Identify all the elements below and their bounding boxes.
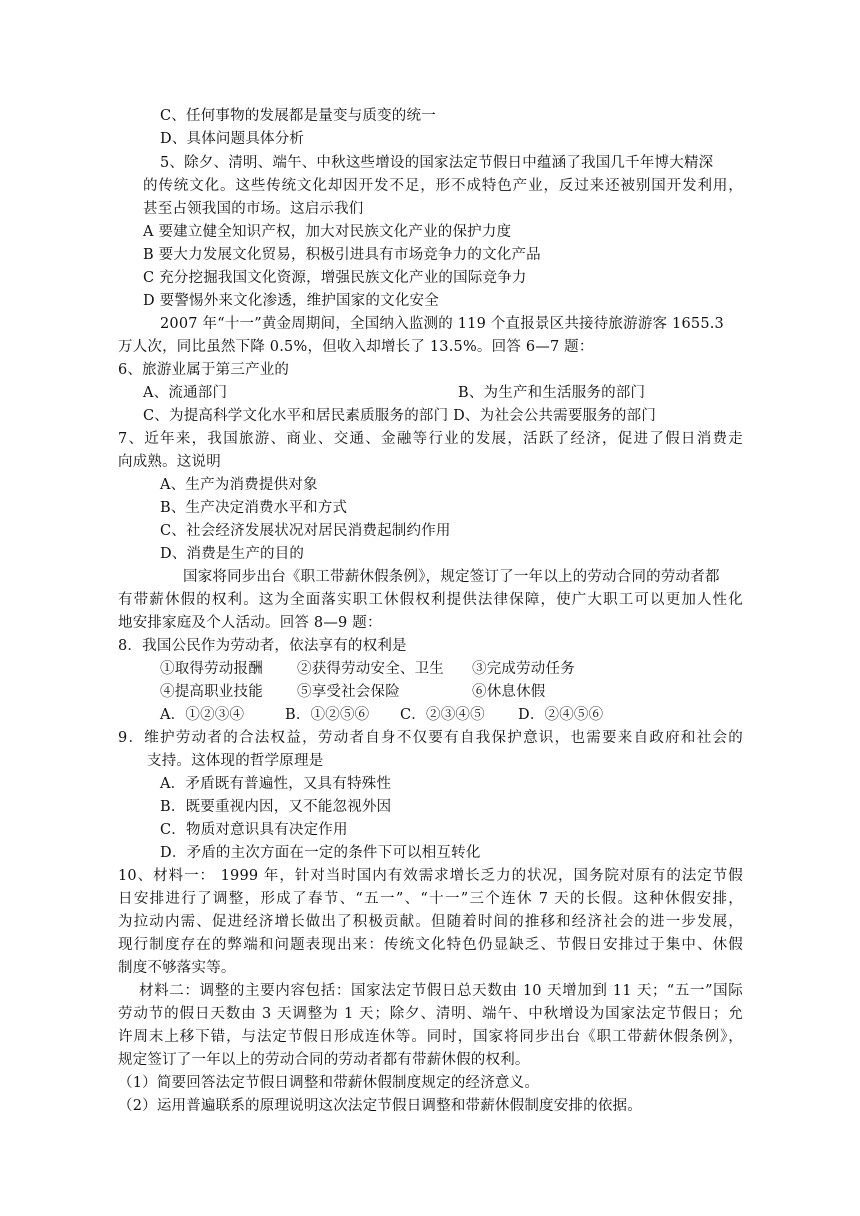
q8-item-2: ②获得劳动安全、卫生 bbox=[297, 661, 444, 677]
material-q6-7-line-1: 2007 年“十一”黄金周期间，全国纳入监测的 119 个直报景区共接待旅游游客 1655.3 bbox=[160, 316, 724, 332]
material-q8-9-line-2: 有带薪休假的权利。这为全面落实职工休假权利提供法律保障，使广大职工可以更加人性化 bbox=[118, 592, 743, 608]
q8-item-5: ⑤享受社会保险 bbox=[297, 684, 400, 700]
q7-option-d: D、消费是生产的目的 bbox=[160, 546, 305, 562]
q5-option-b: B 要大力发展文化贸易，积极引进具有市场竞争力的文化产品 bbox=[143, 247, 541, 263]
q10-material-2-line-2: 劳动节的假日天数由 3 天调整为 1 天；除夕、清明、端午、中秋增设为国家法定节假日；允 bbox=[118, 1006, 743, 1022]
q8-option-d: D．②④⑤⑥ bbox=[518, 707, 604, 723]
material-q6-7-line-2: 万人次，同比虽然下降 0.5%，但收入却增长了 13.5%。回答 6—7 题： bbox=[118, 339, 594, 355]
q8-item-1: ①取得劳动报酬 bbox=[160, 661, 263, 677]
q5-stem-line-2: 的传统文化。这些传统文化却因开发不足，形不成特色产业，反过来还被别国开发利用， bbox=[143, 178, 743, 194]
q8-option-a: A．①②③④ bbox=[160, 707, 245, 723]
q8-item-4: ④提高职业技能 bbox=[160, 684, 263, 700]
q7-option-c: C、社会经济发展状况对居民消费起制约作用 bbox=[160, 523, 451, 539]
q10-material-1-line-3: 为拉动内需、促进经济增长做出了积极贡献。但随着时间的推移和经济社会的进一步发展， bbox=[118, 914, 743, 930]
q8-item-6: ⑥休息休假 bbox=[472, 684, 546, 700]
q5-option-a: A 要建立健全知识产权，加大对民族文化产业的保护力度 bbox=[143, 224, 512, 240]
q9-option-a: A．矛盾既有普遍性，又具有特殊性 bbox=[160, 776, 392, 792]
material-q8-9-line-3: 地安排家庭及个人活动。回答 8—9 题： bbox=[118, 615, 382, 631]
q8-option-c: C．②③④⑤ bbox=[400, 707, 485, 723]
q6-option-b: B、为生产和生活服务的部门 bbox=[458, 385, 646, 401]
q8-option-b: B．①②⑤⑥ bbox=[285, 707, 370, 723]
q7-option-a: A、生产为消费提供对象 bbox=[160, 477, 318, 493]
q5-stem-line-1: 5、除夕、清明、端午、中秋这些增设的国家法定节假日中蕴涵了我国几千年博大精深 bbox=[160, 155, 714, 171]
q10-material-1-line-5: 制度不够落实等。 bbox=[118, 960, 236, 976]
q9-option-d: D．矛盾的主次方面在一定的条件下可以相互转化 bbox=[160, 845, 481, 861]
q10-material-1-line-2: 日安排进行了调整，形成了春节、“五一”、“十一”三个连休 7 天的长假。这种休假安排， bbox=[118, 891, 743, 907]
q6-option-a: A、流通部门 bbox=[143, 385, 228, 401]
material-q8-9-line-1: 国家将同步出台《职工带薪休假条例》，规定签订了一年以上的劳动合同的劳动者都 bbox=[183, 569, 720, 585]
q8-item-3: ③完成劳动任务 bbox=[472, 661, 575, 677]
q10-sub-question-1: （1）简要回答法定节假日调整和带薪休假制度规定的经济意义。 bbox=[118, 1075, 540, 1091]
q4-option-d: D、具体问题具体分析 bbox=[160, 131, 305, 147]
q6-stem: 6、旅游业属于第三产业的 bbox=[118, 362, 290, 378]
q6-option-c-d: C、为提高科学文化水平和居民素质服务的部门 D、为社会公共需要服务的部门 bbox=[143, 408, 657, 424]
q10-sub-question-2: （2）运用普遍联系的原理说明这次法定节假日调整和带薪休假制度安排的依据。 bbox=[118, 1098, 642, 1114]
q10-material-1-line-4: 现行制度存在的弊端和问题表现出来：传统文化特色仍显缺乏、节假日安排过于集中、休假 bbox=[118, 937, 743, 953]
q10-material-2-line-4: 规定签订了一年以上的劳动合同的劳动者都有带薪休假的权利。 bbox=[118, 1052, 530, 1068]
q7-option-b: B、生产决定消费水平和方式 bbox=[160, 500, 348, 516]
q8-stem: 8．我国公民作为劳动者，依法享有的权利是 bbox=[118, 638, 407, 654]
q9-stem-line-2: 支持。这体现的哲学原理是 bbox=[147, 753, 324, 769]
q10-material-2-line-3: 许周末上移下错，与法定节假日形成连休等。同时，国家将同步出台《职工带薪休假条例》， bbox=[118, 1029, 743, 1045]
q9-stem-line-1: 9．维护劳动者的合法权益，劳动者自身不仅要有自我保护意识，也需要来自政府和社会的 bbox=[118, 730, 743, 746]
q10-material-2-line-1: 材料二：调整的主要内容包括：国家法定节假日总天数由 10 天增加到 11 天；“五一”国际 bbox=[139, 983, 743, 999]
q9-option-c: C．物质对意识具有决定作用 bbox=[160, 822, 348, 838]
q5-option-c: C 充分挖掘我国文化资源，增强民族文化产业的国际竞争力 bbox=[143, 270, 527, 286]
q5-stem-line-3: 甚至占领我国的市场。这启示我们 bbox=[143, 201, 364, 217]
q9-option-b: B．既要重视内因，又不能忽视外因 bbox=[160, 799, 392, 815]
q7-stem-line-2: 向成熟。这说明 bbox=[118, 454, 221, 470]
q4-option-c: C、任何事物的发展都是量变与质变的统一 bbox=[160, 108, 436, 124]
q10-material-1-line-1: 10、材料一： 1999 年，针对当时国内有效需求增长乏力的状况，国务院对原有的法定节假 bbox=[118, 868, 743, 884]
q7-stem-line-1: 7、近年来，我国旅游、商业、交通、金融等行业的发展，活跃了经济，促进了假日消费走 bbox=[118, 431, 743, 447]
q5-option-d: D 要警惕外来文化渗透，维护国家的文化安全 bbox=[143, 293, 439, 309]
